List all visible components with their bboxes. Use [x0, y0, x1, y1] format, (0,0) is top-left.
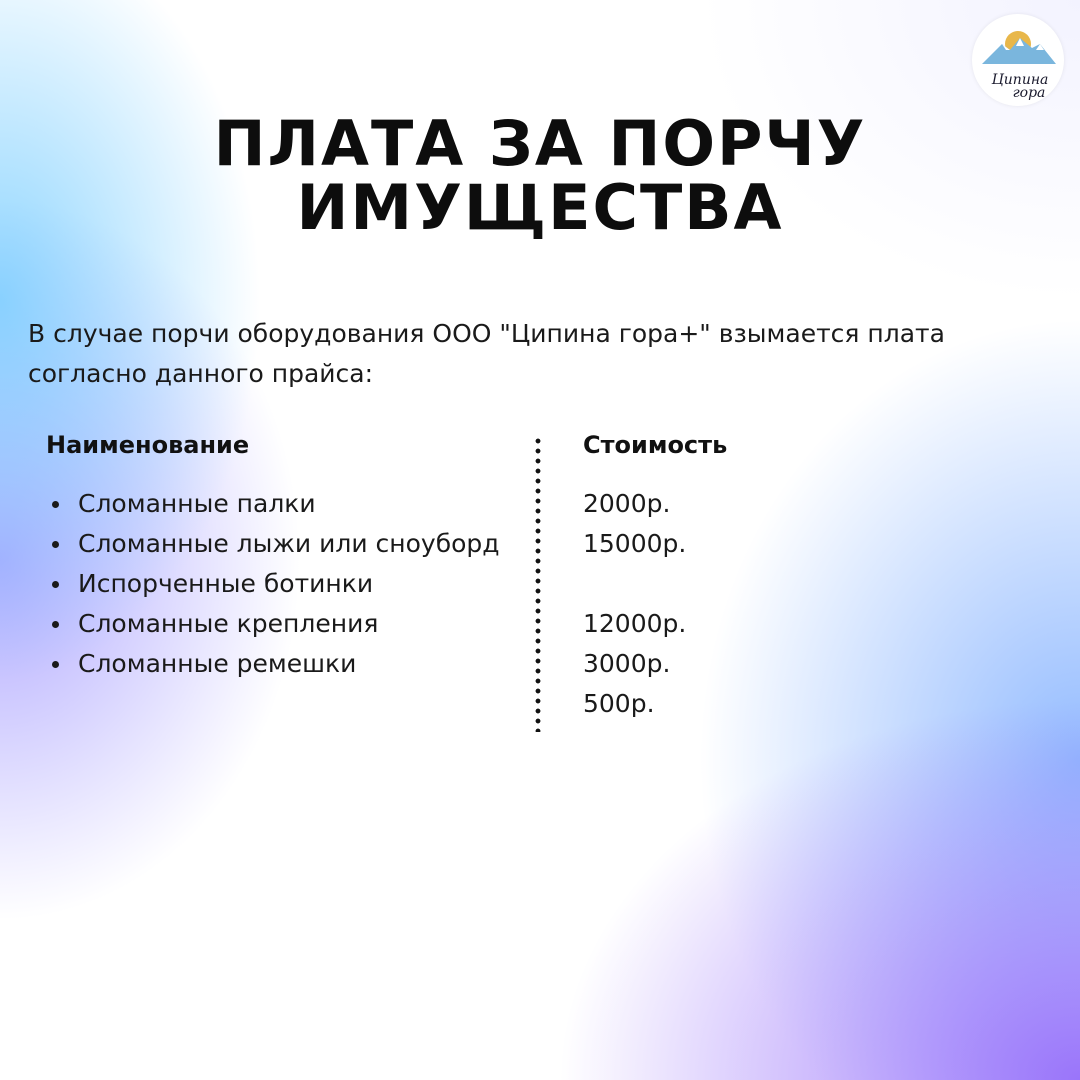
list-item: Сломанные ремешки — [48, 644, 518, 684]
item-list — [48, 484, 518, 684]
dotted-divider — [535, 436, 541, 732]
price-value: 15000р. — [583, 529, 687, 558]
price-list — [583, 484, 883, 724]
brand-logo — [972, 14, 1064, 106]
list-item: Сломанные лыжи или сноуборд — [48, 524, 518, 564]
intro-text: В случае порчи оборудования ООО "Ципина гора+" взымается плата согласно данного прайса: — [28, 319, 945, 388]
brand-logo-line2: гора — [1012, 85, 1046, 101]
page-title-line2: ИМУЩЕСТВА — [296, 171, 784, 244]
list-item: Сломанные крепления — [48, 604, 518, 644]
column-header-name: Наименование — [46, 431, 250, 459]
list-item: Сломанные палки — [48, 484, 518, 524]
page-title-line1: ПЛАТА ЗА ПОРЧУ — [213, 107, 867, 180]
price-value: 12000р. — [583, 609, 687, 638]
brand-logo-line1: Ципина — [991, 72, 1049, 88]
brand-logo-text — [984, 74, 1056, 100]
price-value: 3000р. — [583, 649, 671, 678]
page-title — [0, 107, 1080, 244]
column-header-cost: Стоимость — [583, 431, 728, 459]
list-item: Испорченные ботинки — [48, 564, 518, 604]
price-value: 500р. — [583, 689, 655, 718]
price-value: 2000р. — [583, 489, 671, 518]
